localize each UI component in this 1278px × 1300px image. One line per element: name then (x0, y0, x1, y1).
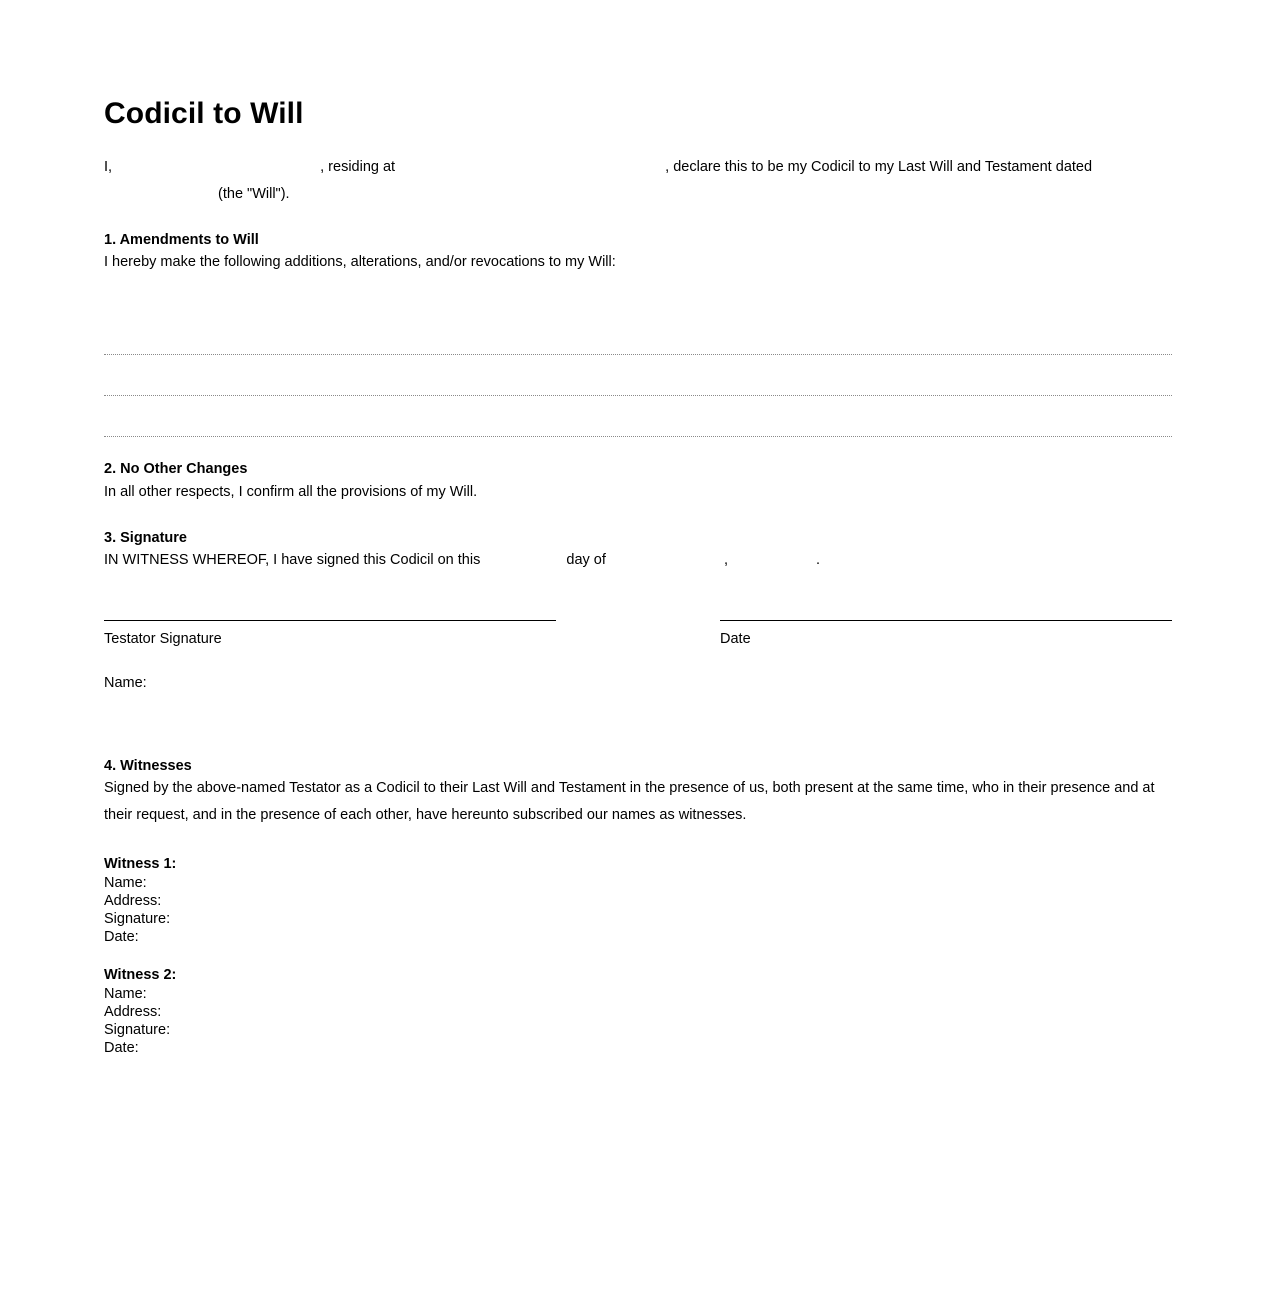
amendment-line-1[interactable] (104, 314, 1172, 355)
signature-date-label: Date (720, 631, 751, 648)
section-signature (104, 530, 1172, 692)
intro-text-5: (the "Will"). (218, 186, 290, 202)
intro-text-3: , declare this to be my Codicil to my Last Will and Testament (665, 159, 1052, 175)
witness-2-name-label: Name: (104, 986, 147, 1003)
witness-1-date-label: Date: (104, 929, 139, 946)
witness-2-address-label: Address: (104, 1004, 162, 1021)
testator-signature-field (104, 620, 556, 648)
page-title: Codicil to Will (104, 97, 304, 130)
intro-text-2: , residing at (320, 159, 396, 175)
witness-1-signature-label: Signature: (104, 911, 171, 928)
section-4-heading: 4. Witnesses (104, 757, 192, 774)
signature-text-2: day of (566, 552, 606, 569)
testator-signature-line[interactable] (104, 620, 556, 621)
witness-1-block (104, 855, 1172, 946)
witness-1-name-label: Name: (104, 875, 147, 892)
witness-1-address-label: Address: (104, 893, 162, 910)
section-2-heading: 2. No Other Changes (104, 461, 248, 478)
section-1-heading: 1. Amendments to Will (104, 232, 259, 248)
signature-text-4: . (816, 552, 821, 569)
testator-signature-label: Testator Signature (104, 631, 222, 648)
signature-date-line[interactable] (720, 620, 1172, 621)
section-amendments (104, 232, 1172, 437)
intro-text-4: dated (1055, 159, 1093, 175)
section-3-heading: 3. Signature (104, 529, 187, 546)
section-3-body (104, 547, 1172, 574)
intro-text-1: I, (104, 159, 113, 175)
signature-text-3: , (723, 552, 728, 569)
section-no-other-changes (104, 461, 1172, 505)
witness-2-date-label: Date: (104, 1040, 139, 1057)
intro-paragraph (104, 154, 1172, 208)
amendments-blank-lines (104, 314, 1172, 437)
section-witnesses (104, 758, 1172, 1057)
signature-date-field (720, 620, 1172, 648)
witness-2-title: Witness 2: (104, 967, 177, 984)
section-4-body: Signed by the above-named Testator as a Codicil to their Last Will and Testament in the presence of us, both present at the same time, who in their presence and at their request, and in the presence of each other, have hereunto subscribed our names as witnesses. (104, 780, 1155, 824)
witness-spacer (104, 946, 1172, 966)
amendment-line-2[interactable] (104, 355, 1172, 396)
witness-1-title: Witness 1: (104, 856, 177, 873)
witness-2-signature-label: Signature: (104, 1022, 171, 1039)
signature-text-1: IN WITNESS WHEREOF, I have signed this Codicil on this (104, 552, 481, 569)
amendment-line-3[interactable] (104, 396, 1172, 437)
signature-row (104, 620, 1172, 648)
section-2-body: In all other respects, I confirm all the provisions of my Will. (104, 483, 478, 500)
section-1-body: I hereby make the following additions, alterations, and/or revocations to my Will: (104, 254, 616, 271)
witness-2-block (104, 966, 1172, 1057)
testator-name-label: Name: (104, 674, 147, 691)
document-body (104, 96, 1172, 1057)
